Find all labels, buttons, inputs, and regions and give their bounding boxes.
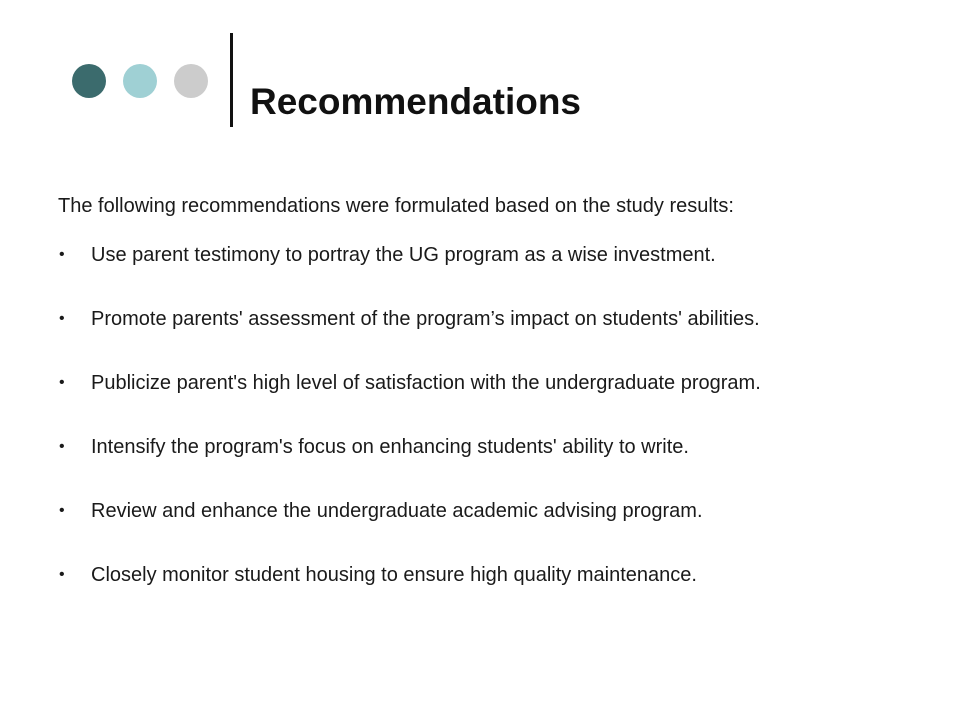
light-teal-dot (123, 64, 157, 98)
recommendation-item (58, 561, 938, 589)
bullet-icon: • (59, 246, 65, 263)
recommendation-item (58, 241, 938, 269)
dark-teal-dot (72, 64, 106, 98)
recommendation-item (58, 497, 938, 525)
bullet-icon: • (59, 438, 65, 455)
recommendation-text: Promote parents' assessment of the program’s impact on students' abilities. (91, 308, 760, 330)
recommendation-list (58, 241, 938, 589)
slide-title: Recommendations (250, 80, 582, 122)
bullet-icon: • (59, 566, 65, 583)
slide-body (58, 192, 938, 625)
bullet-icon: • (59, 310, 65, 327)
recommendation-item (58, 369, 938, 397)
bullet-icon: • (59, 374, 65, 391)
recommendation-text: Review and enhance the undergraduate academic advising program. (91, 500, 703, 522)
title-divider (230, 33, 233, 127)
recommendation-text: Publicize parent's high level of satisfaction with the undergraduate program. (91, 372, 761, 394)
recommendation-item (58, 433, 938, 461)
recommendation-text: Closely monitor student housing to ensure high quality maintenance. (91, 564, 697, 586)
recommendation-text: Use parent testimony to portray the UG program as a wise investment. (91, 244, 716, 266)
bullet-icon: • (59, 502, 65, 519)
recommendation-text: Intensify the program's focus on enhancing students' ability to write. (91, 436, 689, 458)
intro-text: The following recommendations were formulated based on the study results: (58, 195, 734, 217)
gray-dot (174, 64, 208, 98)
recommendation-item (58, 305, 938, 333)
